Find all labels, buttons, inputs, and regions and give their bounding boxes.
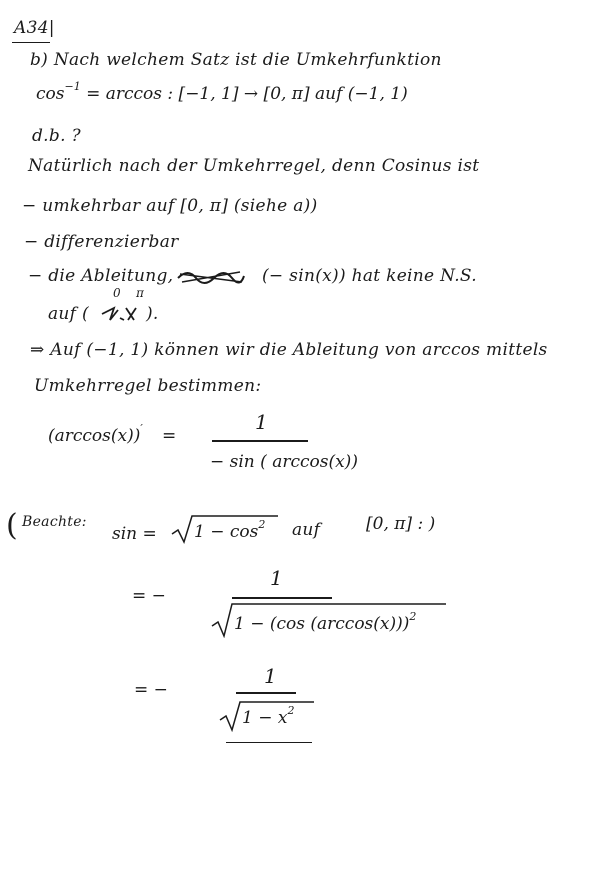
db-question: d.b. ?	[32, 126, 81, 146]
note-radicand: $1 - \cos^2$	[194, 518, 266, 542]
crossed-out-domain	[100, 304, 140, 324]
step3-numerator: 1	[264, 664, 277, 688]
task-label-underline	[12, 42, 50, 43]
domain-above-left: 0	[113, 286, 121, 300]
step2-equals: = −	[132, 586, 166, 606]
task-label: A34|	[14, 18, 55, 38]
domain-suffix: ).	[146, 304, 159, 324]
note-interval: [0, π] : )	[366, 514, 436, 534]
final-result-underline	[226, 742, 312, 743]
condition-invertible: − umkehrbar auf [0, π] (siehe a))	[22, 196, 318, 216]
arccos-mapping: = arccos : [−1, 1] → [0, π] auf (−1, 1)	[86, 84, 408, 104]
derivative-equals: =	[162, 426, 177, 446]
derivative-numerator: 1	[255, 410, 268, 434]
conclusion-line: ⇒ Auf (−1, 1) können wir die Ableitung von arccos mittels	[30, 340, 548, 360]
cos-inverse-symbol: cos	[36, 84, 65, 104]
step3-equals: = −	[134, 680, 168, 700]
domain-prefix: auf (	[48, 304, 89, 324]
condition-differentiable: − differenzierbar	[24, 232, 179, 252]
step2-radicand: 1 − (cos (arccos(x)))$^2$	[234, 610, 417, 634]
step3-radicand: $1 - x^2$	[242, 704, 295, 728]
condition-derivative: − die Ableitung,	[28, 266, 174, 286]
condition-no-zeros: (− sin(x)) hat keine N.S.	[262, 266, 477, 286]
arccos-definition	[36, 80, 408, 104]
cos-inverse-exponent: −1	[64, 80, 81, 93]
fraction-bar-3	[236, 692, 296, 694]
fraction-bar-2	[232, 597, 332, 599]
derivative-lhs: (arccos(x))′	[48, 422, 143, 446]
note-sin-eq: sin =	[112, 524, 157, 544]
note-open-paren: (	[6, 508, 18, 543]
note-label: Beachte:	[22, 514, 87, 530]
step2-numerator: 1	[270, 566, 283, 590]
natural-answer: Natürlich nach der Umkehrregel, denn Cosinus ist	[28, 156, 480, 176]
conclusion-line-2: Umkehrregel bestimmen:	[34, 376, 262, 396]
fraction-bar-1	[212, 440, 308, 442]
question-line: b) Nach welchem Satz ist die Umkehrfunktion	[30, 50, 442, 70]
note-auf: auf	[292, 520, 321, 540]
crossed-out-word	[176, 266, 246, 290]
domain-above-right: π	[136, 286, 145, 300]
derivative-denominator: − sin ( arccos(x))	[210, 452, 358, 472]
